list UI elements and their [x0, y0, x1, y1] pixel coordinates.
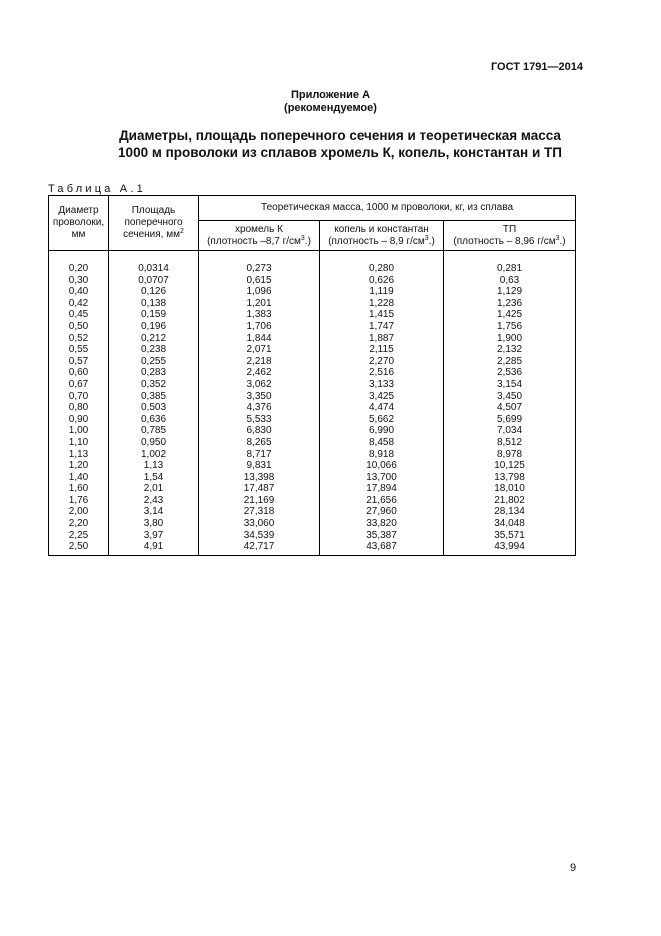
cell-area: 0,385 [109, 391, 199, 403]
cell-diameter: 1,20 [49, 460, 109, 472]
cell-copel: 21,656 [320, 495, 444, 507]
cell-area: 2,43 [109, 495, 199, 507]
document-title [40, 127, 640, 161]
cell-tp: 0,63 [444, 275, 576, 287]
appendix-title: Приложение А [290, 89, 371, 101]
table-row [49, 437, 576, 449]
cell-area: 0,283 [109, 367, 199, 379]
cell-chromel: 2,462 [199, 367, 320, 379]
cell-tp: 10,125 [444, 460, 576, 472]
wire-mass-table [48, 195, 576, 556]
cell-diameter: 0,90 [49, 414, 109, 426]
table-row [49, 449, 576, 461]
cell-tp: 8,978 [444, 449, 576, 461]
cell-area: 1,002 [109, 449, 199, 461]
cell-tp: 1,236 [444, 298, 576, 310]
cell-copel: 33,820 [320, 518, 444, 530]
table-row [49, 402, 576, 414]
cell-area: 1,13 [109, 460, 199, 472]
cell-diameter: 1,13 [49, 449, 109, 461]
table-row [49, 344, 576, 356]
cell-chromel: 5,533 [199, 414, 320, 426]
table-row [49, 379, 576, 391]
cell-copel: 5,662 [320, 414, 444, 426]
table-row [49, 321, 576, 333]
cell-diameter: 2,00 [49, 506, 109, 518]
header-mass-group: Теоретическая масса, 1000 м проволоки, кг, из сплава [199, 196, 576, 221]
cell-copel: 13,700 [320, 472, 444, 484]
cell-area: 0,352 [109, 379, 199, 391]
cell-area: 3,80 [109, 518, 199, 530]
table-row [49, 472, 576, 484]
header-area-line [109, 229, 198, 241]
cell-tp: 13,798 [444, 472, 576, 484]
cell-diameter: 0,57 [49, 356, 109, 368]
table-row [49, 425, 576, 437]
cell-copel: 1,228 [320, 298, 444, 310]
cell-diameter: 1,10 [49, 437, 109, 449]
cell-tp: 0,281 [444, 251, 576, 275]
cell-chromel: 6,830 [199, 425, 320, 437]
cell-tp: 1,900 [444, 333, 576, 345]
header-chromel-density: (плотность –8,7 $г/см^3$.) [207, 234, 311, 247]
cell-chromel: 1,706 [199, 321, 320, 333]
cell-diameter: 1,60 [49, 483, 109, 495]
cell-chromel: 0,615 [199, 275, 320, 287]
cell-tp: 28,134 [444, 506, 576, 518]
header-tp [444, 221, 576, 251]
table-row [49, 506, 576, 518]
header-chromel [199, 221, 320, 251]
cell-diameter: 0,52 [49, 333, 109, 345]
table-row [49, 391, 576, 403]
cell-copel: 10,066 [320, 460, 444, 472]
table-row [49, 275, 576, 287]
cell-tp: 2,132 [444, 344, 576, 356]
header-copel-name: копель и константан [334, 223, 429, 235]
cell-tp: 1,756 [444, 321, 576, 333]
cell-area: 3,14 [109, 506, 199, 518]
cell-chromel: 1,201 [199, 298, 320, 310]
header-chromel-name: хромель К [235, 223, 283, 235]
cell-tp: 5,699 [444, 414, 576, 426]
table-row [49, 530, 576, 542]
header-tp-density: (плотность – 8,96 $г/см^3$.) [453, 234, 566, 247]
cell-chromel: 9,831 [199, 460, 320, 472]
cell-chromel: 3,350 [199, 391, 320, 403]
cell-tp: 2,536 [444, 367, 576, 379]
cell-tp: 7,034 [444, 425, 576, 437]
cell-copel: 8,918 [320, 449, 444, 461]
cell-chromel: 8,265 [199, 437, 320, 449]
cell-chromel: 33,060 [199, 518, 320, 530]
header-diameter-line: проволоки, [52, 217, 105, 228]
cell-tp: 1,425 [444, 309, 576, 321]
table-row [49, 298, 576, 310]
cell-chromel: 42,717 [199, 541, 320, 555]
cell-diameter: 0,55 [49, 344, 109, 356]
cell-tp: 21,802 [444, 495, 576, 507]
cell-chromel: 34,539 [199, 530, 320, 542]
table-row [49, 286, 576, 298]
cell-area: 0,238 [109, 344, 199, 356]
table-row [49, 483, 576, 495]
cell-copel: 35,387 [320, 530, 444, 542]
cell-chromel: 1,383 [199, 309, 320, 321]
header-area-sup: 2 [179, 228, 184, 235]
cell-chromel: 13,398 [199, 472, 320, 484]
cell-chromel: 2,218 [199, 356, 320, 368]
title-line-2: 1000 м проволоки из сплавов хромель К, копель, константан и ТП [118, 145, 562, 160]
cell-diameter: 0,40 [49, 286, 109, 298]
table-row [49, 414, 576, 426]
cell-copel: 1,887 [320, 333, 444, 345]
table-row [49, 356, 576, 368]
cell-diameter: 2,25 [49, 530, 109, 542]
cell-copel: 2,115 [320, 344, 444, 356]
cell-diameter: 2,20 [49, 518, 109, 530]
header-copel-density: (плотность – 8,9 $г/см^3$.) [328, 234, 435, 247]
table-row [49, 495, 576, 507]
cell-diameter: 1,00 [49, 425, 109, 437]
table-body [49, 251, 576, 556]
cell-diameter: 1,76 [49, 495, 109, 507]
cell-area: 0,255 [109, 356, 199, 368]
header-diameter-line: мм [71, 229, 86, 240]
header-tp-name: ТП [502, 223, 517, 235]
cell-tp: 3,154 [444, 379, 576, 391]
header-area-line: Площадь [131, 205, 176, 216]
cell-chromel: 2,071 [199, 344, 320, 356]
cell-chromel: 1,844 [199, 333, 320, 345]
cell-copel: 1,415 [320, 309, 444, 321]
cell-chromel: 21,169 [199, 495, 320, 507]
cell-area: 0,159 [109, 309, 199, 321]
cell-diameter: 0,70 [49, 391, 109, 403]
cell-copel: 3,133 [320, 379, 444, 391]
cell-area: 0,785 [109, 425, 199, 437]
cell-area: 4,91 [109, 541, 199, 555]
cell-diameter: 0,45 [49, 309, 109, 321]
cell-tp: 2,285 [444, 356, 576, 368]
cell-diameter: 0,50 [49, 321, 109, 333]
cell-copel: 1,747 [320, 321, 444, 333]
cell-area: 3,97 [109, 530, 199, 542]
header-area [109, 196, 199, 251]
cell-chromel: 1,096 [199, 286, 320, 298]
cell-area: 0,503 [109, 402, 199, 414]
appendix-heading [0, 89, 661, 115]
table-row [49, 309, 576, 321]
cell-copel: 2,270 [320, 356, 444, 368]
cell-chromel: 0,273 [199, 251, 320, 275]
cell-area: 2,01 [109, 483, 199, 495]
cell-chromel: 17,487 [199, 483, 320, 495]
cell-area: 0,636 [109, 414, 199, 426]
title-line-1: Диаметры, площадь поперечного сечения и теоретическая масса [119, 128, 561, 143]
cell-area: 0,0314 [109, 251, 199, 275]
document-code: ГОСТ 1791—2014 [490, 61, 583, 73]
cell-copel: 0,280 [320, 251, 444, 275]
cell-copel: 8,458 [320, 437, 444, 449]
cell-copel: 0,626 [320, 275, 444, 287]
header-area-unit: сечения, мм [123, 229, 180, 240]
cell-area: 0,196 [109, 321, 199, 333]
header-diameter [49, 196, 109, 251]
cell-diameter: 0,60 [49, 367, 109, 379]
cell-diameter: 2,50 [49, 541, 109, 555]
cell-tp: 8,512 [444, 437, 576, 449]
cell-tp: 34,048 [444, 518, 576, 530]
cell-area: 0,212 [109, 333, 199, 345]
cell-area: 0,0707 [109, 275, 199, 287]
cell-diameter: 0,67 [49, 379, 109, 391]
cell-copel: 1,119 [320, 286, 444, 298]
header-copel [320, 221, 444, 251]
cell-chromel: 27,318 [199, 506, 320, 518]
cell-copel: 4,474 [320, 402, 444, 414]
cell-copel: 27,960 [320, 506, 444, 518]
table-row [49, 518, 576, 530]
cell-area: 0,126 [109, 286, 199, 298]
table-row [49, 251, 576, 275]
header-diameter-line: Диаметр [58, 205, 99, 216]
table-row [49, 333, 576, 345]
cell-copel: 17,894 [320, 483, 444, 495]
cell-copel: 2,516 [320, 367, 444, 379]
cell-area: 1,54 [109, 472, 199, 484]
cell-tp: 4,507 [444, 402, 576, 414]
cell-area: 0,950 [109, 437, 199, 449]
cell-copel: 6,990 [320, 425, 444, 437]
table-row [49, 541, 576, 555]
cell-chromel: 3,062 [199, 379, 320, 391]
table-row [49, 367, 576, 379]
table-row [49, 460, 576, 472]
cell-copel: 43,687 [320, 541, 444, 555]
page-number: 9 [570, 862, 577, 874]
cell-area: 0,138 [109, 298, 199, 310]
table-caption: Таблица А.1 [48, 183, 146, 195]
cell-diameter: 0,80 [49, 402, 109, 414]
cell-tp: 35,571 [444, 530, 576, 542]
cell-tp: 1,129 [444, 286, 576, 298]
cell-diameter: 0,20 [49, 251, 109, 275]
cell-copel: 3,425 [320, 391, 444, 403]
cell-diameter: 0,30 [49, 275, 109, 287]
cell-tp: 43,994 [444, 541, 576, 555]
cell-tp: 3,450 [444, 391, 576, 403]
cell-chromel: 8,717 [199, 449, 320, 461]
cell-diameter: 0,42 [49, 298, 109, 310]
header-area-line: поперечного [124, 217, 183, 228]
cell-chromel: 4,376 [199, 402, 320, 414]
appendix-type: (рекомендуемое) [284, 102, 377, 114]
cell-diameter: 1,40 [49, 472, 109, 484]
cell-tp: 18,010 [444, 483, 576, 495]
